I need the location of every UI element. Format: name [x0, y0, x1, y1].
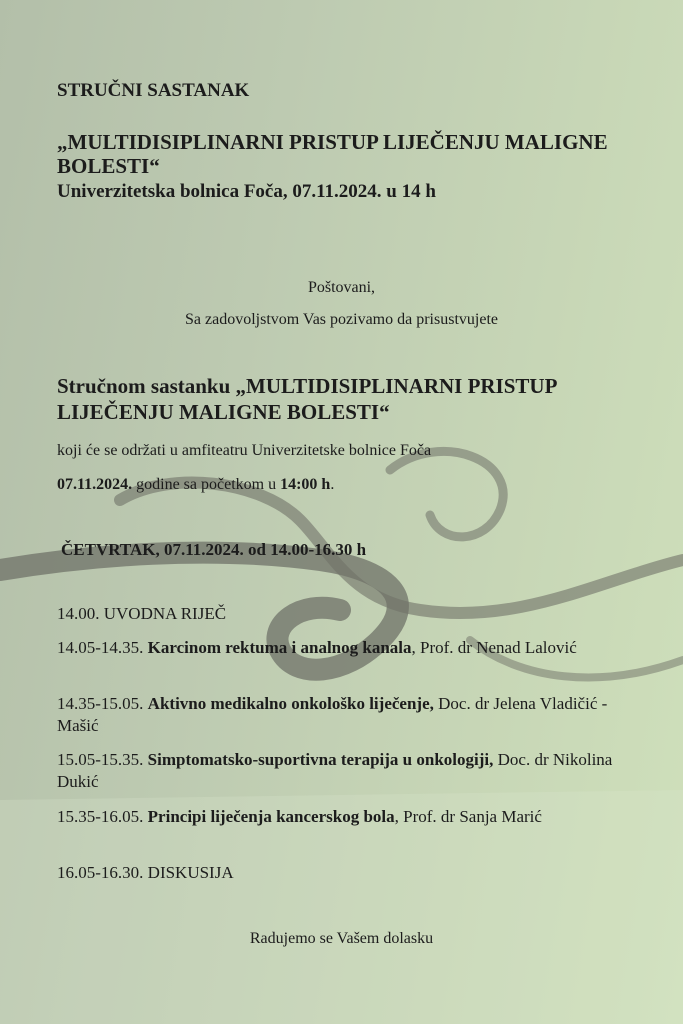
schedule-item: 14.05-14.35. Karcinom rektuma i analnog kanala, Prof. dr Nenad Lalović — [57, 638, 577, 657]
date-connector: godine sa početkom u — [132, 476, 281, 493]
date-period: . — [330, 476, 335, 493]
event-title-line2: BOLESTI“ — [57, 154, 160, 178]
schedule-item: 16.05-16.30. DISKUSIJA — [57, 863, 234, 882]
event-title-line1: „MULTIDISIPLINARNI PRISTUP LIJEČENJU MALIGNE — [57, 130, 608, 154]
schedule-item: 14.35-15.05. Aktivno medikalno onkološko liječenje, Doc. dr Jelena Vladičić - Mašić — [57, 694, 608, 735]
lecturer: , Prof. dr Sanja Marić — [394, 807, 542, 826]
invite-text: Sa zadovoljstvom Vas pozivamo da prisustvujete — [185, 311, 498, 328]
lecture-title: Principi liječenja kancerskog bola — [147, 807, 395, 826]
schedule-item: 15.35-16.05. Principi liječenja kancerskog bola, Prof. dr Sanja Marić — [57, 807, 542, 826]
event-date: 07.11.2024. — [57, 476, 133, 493]
lecturer: , Prof. dr Nenad Lalović — [411, 638, 577, 657]
date-time-line — [57, 476, 334, 494]
schedule-item: 15.05-15.35. Simptomatsko-suportivna terapija u onkologiji, Doc. dr Nikolina Dukić — [57, 750, 613, 791]
event-time: 14:00 h — [280, 476, 331, 493]
meeting-name-line2: LIJEČENJU MALIGNE BOLESTI“ — [57, 400, 390, 424]
lecturer: Doc. dr Nikolina Dukić — [57, 750, 613, 791]
meeting-name-line1: Stručnom sastanku „MULTIDISIPLINARNI PRISTUP — [57, 374, 558, 398]
day-heading: ČETVRTAK, 07.11.2024. od 14.00-16.30 h — [61, 540, 367, 559]
lecture-title: Karcinom rektuma i analnog kanala — [147, 638, 412, 657]
lecture-title: Simptomatsko-suportivna terapija u onkologiji, — [147, 750, 494, 769]
lecturer: Doc. dr Jelena Vladičić - Mašić — [57, 694, 608, 735]
schedule-item: 14.00. UVODNA RIJEČ — [57, 604, 227, 623]
location-text: koji će se održati u amfiteatru Univerzitetske bolnice Foča — [57, 442, 432, 459]
lecture-title: Aktivno medikalno onkološko liječenje, — [147, 694, 434, 713]
greeting: Poštovani, — [307, 279, 376, 296]
meeting-type-heading: STRUČNI SASTANAK — [57, 80, 250, 101]
closing-text: Radujemo se Vašem dolasku — [249, 930, 434, 947]
venue-date-heading: Univerzitetska bolnica Foča, 07.11.2024. u 14 h — [57, 181, 436, 202]
